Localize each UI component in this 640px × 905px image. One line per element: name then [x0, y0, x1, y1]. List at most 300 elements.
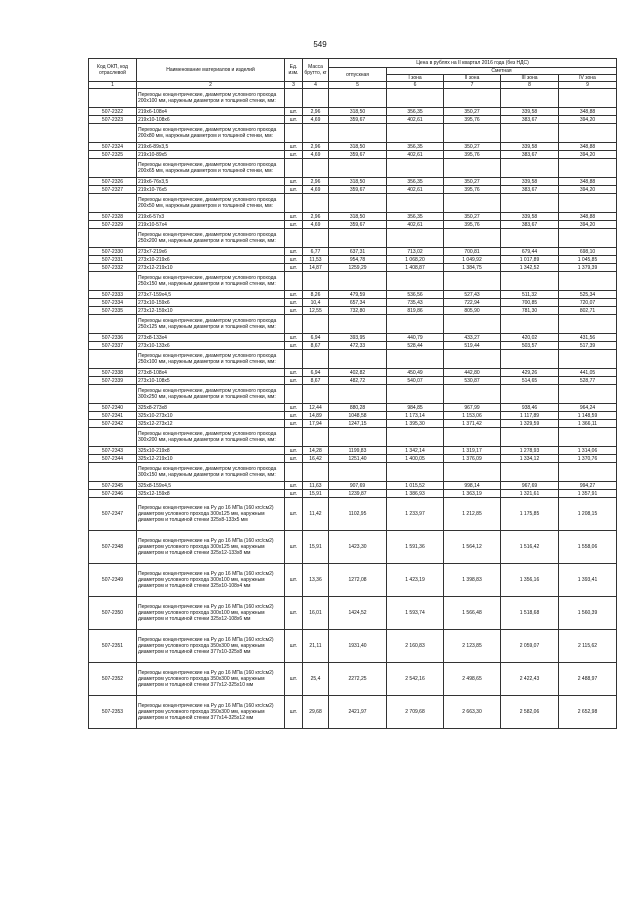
- zone1-price: 1 593,74: [387, 597, 444, 630]
- group-description: Переходы концентрические, диаметром условного прохода 300x200 мм, наружным диаметром и толщиной стенки, мм:: [137, 428, 285, 447]
- unit-cell: шт.: [285, 221, 303, 229]
- zone3-price: 2 422,43: [501, 663, 559, 696]
- header-zone3: III зона: [501, 75, 559, 82]
- empty-cell: [329, 194, 387, 213]
- code-cell: 507-2345: [89, 482, 137, 490]
- mass-cell: 25,4: [303, 663, 329, 696]
- code-cell: 507-2352: [89, 663, 137, 696]
- table-row: [89, 334, 617, 342]
- zone1-price: 713,02: [387, 248, 444, 256]
- zone4-price: 348,88: [559, 108, 617, 116]
- zone1-price: 356,35: [387, 143, 444, 151]
- release-price: 1931,40: [329, 630, 387, 663]
- empty-cell: [501, 159, 559, 178]
- zone1-price: 1 015,52: [387, 482, 444, 490]
- zone2-price: 433,27: [444, 334, 501, 342]
- empty-cell: [444, 124, 501, 143]
- empty-cell: [303, 229, 329, 248]
- column-number: 2: [137, 82, 285, 89]
- unit-cell: шт.: [285, 630, 303, 663]
- empty-cell: [559, 272, 617, 291]
- table-row: [89, 490, 617, 498]
- code-cell: [89, 194, 137, 213]
- table-header: [89, 59, 617, 89]
- column-number: 8: [501, 82, 559, 89]
- column-number: 5: [329, 82, 387, 89]
- zone4-price: 394,20: [559, 151, 617, 159]
- release-price: 318,50: [329, 178, 387, 186]
- unit-cell: шт.: [285, 256, 303, 264]
- empty-cell: [285, 272, 303, 291]
- code-cell: 507-2325: [89, 151, 137, 159]
- empty-cell: [559, 385, 617, 404]
- item-name: 273x8-133x4: [137, 334, 285, 342]
- release-price: 907,69: [329, 482, 387, 490]
- mass-cell: 29,68: [303, 696, 329, 729]
- item-name: 219x6-89x3,5: [137, 143, 285, 151]
- unit-cell: шт.: [285, 412, 303, 420]
- header-zone4: IV зона: [559, 75, 617, 82]
- zone1-price: 1 591,36: [387, 531, 444, 564]
- empty-cell: [559, 315, 617, 334]
- zone1-price: 402,61: [387, 186, 444, 194]
- code-cell: 507-2351: [89, 630, 137, 663]
- release-price: 318,50: [329, 108, 387, 116]
- empty-cell: [501, 194, 559, 213]
- empty-cell: [303, 124, 329, 143]
- zone1-price: 2 542,16: [387, 663, 444, 696]
- item-name: 219x10-57x4: [137, 221, 285, 229]
- empty-cell: [444, 428, 501, 447]
- zone2-price: 805,90: [444, 307, 501, 315]
- item-name: 273x7-219x6: [137, 248, 285, 256]
- item-name: Переходы концентрические на Ру до 16 МПа (160 кгс/см2) диаметром условного прохода 300x100 мм, наружным диаметром и толщиной стенки 325x10-108x4 мм: [137, 564, 285, 597]
- table-row: [89, 597, 617, 630]
- table-row: [89, 412, 617, 420]
- empty-cell: [303, 159, 329, 178]
- group-header-row: [89, 463, 617, 482]
- group-description: Переходы концентрические, диаметром условного прохода 200x50 мм, наружным диаметром и толщиной стенки, мм:: [137, 194, 285, 213]
- zone2-price: 1 384,75: [444, 264, 501, 272]
- table-row: [89, 248, 617, 256]
- mass-cell: 4,69: [303, 116, 329, 124]
- release-price: 1048,58: [329, 412, 387, 420]
- zone4-price: 698,10: [559, 248, 617, 256]
- zone4-price: 2 115,62: [559, 630, 617, 663]
- zone2-price: 442,80: [444, 369, 501, 377]
- zone1-price: 984,85: [387, 404, 444, 412]
- zone2-price: 2 663,30: [444, 696, 501, 729]
- code-cell: 507-2338: [89, 369, 137, 377]
- empty-cell: [387, 194, 444, 213]
- item-name: 219x6-108x4: [137, 108, 285, 116]
- group-header-row: [89, 272, 617, 291]
- item-name: 325x10-273x10: [137, 412, 285, 420]
- item-name: 219x10-108x6: [137, 116, 285, 124]
- header-price-group: Цена в рублях на II квартал 2016 года (без НДС): [329, 59, 617, 68]
- zone1-price: 1 408,87: [387, 264, 444, 272]
- unit-cell: шт.: [285, 490, 303, 498]
- table-row: [89, 564, 617, 597]
- empty-cell: [329, 463, 387, 482]
- empty-cell: [387, 272, 444, 291]
- zone4-price: 1 314,06: [559, 447, 617, 455]
- zone4-price: 1 366,11: [559, 420, 617, 428]
- column-number: 6: [387, 82, 444, 89]
- mass-cell: 2,96: [303, 143, 329, 151]
- code-cell: 507-2327: [89, 186, 137, 194]
- header-zone2: II зона: [444, 75, 501, 82]
- unit-cell: шт.: [285, 248, 303, 256]
- group-header-row: [89, 194, 617, 213]
- zone4-price: 1 357,91: [559, 490, 617, 498]
- zone2-price: 1 212,85: [444, 498, 501, 531]
- empty-cell: [387, 428, 444, 447]
- mass-cell: 2,96: [303, 108, 329, 116]
- code-cell: 507-2350: [89, 597, 137, 630]
- table-row: [89, 482, 617, 490]
- zone4-price: 1 045,85: [559, 256, 617, 264]
- table-row: [89, 455, 617, 463]
- release-price: 732,80: [329, 307, 387, 315]
- item-name: 219x10-76x5: [137, 186, 285, 194]
- unit-cell: шт.: [285, 482, 303, 490]
- release-price: 880,28: [329, 404, 387, 412]
- zone2-price: 1 363,19: [444, 490, 501, 498]
- item-name: 273x10-108x5: [137, 377, 285, 385]
- zone4-price: 348,88: [559, 213, 617, 221]
- mass-cell: 14,89: [303, 412, 329, 420]
- code-cell: 507-2341: [89, 412, 137, 420]
- zone3-price: 339,58: [501, 143, 559, 151]
- zone1-price: 402,61: [387, 116, 444, 124]
- code-cell: 507-2326: [89, 178, 137, 186]
- unit-cell: шт.: [285, 178, 303, 186]
- empty-cell: [559, 124, 617, 143]
- unit-cell: шт.: [285, 663, 303, 696]
- table-row: [89, 531, 617, 564]
- empty-cell: [303, 463, 329, 482]
- table-row: [89, 369, 617, 377]
- zone4-price: 517,39: [559, 342, 617, 350]
- unit-cell: шт.: [285, 213, 303, 221]
- zone3-price: 514,65: [501, 377, 559, 385]
- item-name: Переходы концентрические на Ру до 16 МПа (160 кгс/см2) диаметром условного прохода 350x300 мм, наружным диаметром и толщиной стенки 377x14-325x12 мм: [137, 696, 285, 729]
- zone1-price: 1 068,20: [387, 256, 444, 264]
- zone4-price: 994,27: [559, 482, 617, 490]
- zone3-price: 1 175,85: [501, 498, 559, 531]
- zone3-price: 511,32: [501, 291, 559, 299]
- empty-cell: [559, 350, 617, 369]
- zone1-price: 450,49: [387, 369, 444, 377]
- zone1-price: 1 342,14: [387, 447, 444, 455]
- item-name: Переходы концентрические на Ру до 16 МПа (160 кгс/см2) диаметром условного прохода 300x125 мм, наружным диаметром и толщиной стенки 325x8-133x5 мм: [137, 498, 285, 531]
- table-row: [89, 630, 617, 663]
- unit-cell: шт.: [285, 151, 303, 159]
- empty-cell: [444, 315, 501, 334]
- zone3-price: 1 356,16: [501, 564, 559, 597]
- empty-cell: [444, 272, 501, 291]
- zone2-price: 519,44: [444, 342, 501, 350]
- group-description: Переходы концентрические, диаметром условного прохода 300x250 мм, наружным диаметром и толщиной стенки, мм:: [137, 385, 285, 404]
- group-description: Переходы концентрические, диаметром условного прохода 200x65 мм, наружным диаметром и толщиной стенки, мм:: [137, 159, 285, 178]
- item-name: Переходы концентрические на Ру до 16 МПа (160 кгс/см2) диаметром условного прохода 300x125 мм, наружным диаметром и толщиной стенки 325x12-133x8 мм: [137, 531, 285, 564]
- zone4-price: 1 148,59: [559, 412, 617, 420]
- group-description: Переходы концентрические, диаметром условного прохода 250x200 мм, наружным диаметром и толщиной стенки, мм:: [137, 229, 285, 248]
- header-code: Код ОКП, код отраслевой: [89, 59, 137, 82]
- zone4-price: 1 379,39: [559, 264, 617, 272]
- zone1-price: 356,35: [387, 108, 444, 116]
- table-row: [89, 307, 617, 315]
- empty-cell: [559, 89, 617, 108]
- zone3-price: 1 321,61: [501, 490, 559, 498]
- mass-cell: 6,94: [303, 369, 329, 377]
- empty-cell: [329, 229, 387, 248]
- code-cell: 507-2328: [89, 213, 137, 221]
- group-description: Переходы концентрические, диаметром условного прохода 250x125 мм, наружным диаметром и толщиной стенки, мм:: [137, 315, 285, 334]
- code-cell: [89, 315, 137, 334]
- empty-cell: [285, 428, 303, 447]
- mass-cell: 21,11: [303, 630, 329, 663]
- empty-cell: [285, 229, 303, 248]
- zone1-price: 819,86: [387, 307, 444, 315]
- item-name: 325x12-273x12: [137, 420, 285, 428]
- code-cell: 507-2337: [89, 342, 137, 350]
- code-cell: [89, 463, 137, 482]
- zone3-price: 700,85: [501, 299, 559, 307]
- group-header-row: [89, 428, 617, 447]
- release-price: 637,31: [329, 248, 387, 256]
- unit-cell: шт.: [285, 186, 303, 194]
- zone2-price: 350,27: [444, 108, 501, 116]
- item-name: 219x6-57x3: [137, 213, 285, 221]
- code-cell: 507-2331: [89, 256, 137, 264]
- table-row: [89, 299, 617, 307]
- mass-cell: 14,87: [303, 264, 329, 272]
- empty-cell: [303, 89, 329, 108]
- zone2-price: 700,81: [444, 248, 501, 256]
- item-name: 273x7-159x4,5: [137, 291, 285, 299]
- empty-cell: [303, 350, 329, 369]
- unit-cell: шт.: [285, 377, 303, 385]
- empty-cell: [329, 272, 387, 291]
- zone3-price: 938,46: [501, 404, 559, 412]
- zone4-price: 1 558,06: [559, 531, 617, 564]
- zone3-price: 429,26: [501, 369, 559, 377]
- zone2-price: 350,27: [444, 213, 501, 221]
- zone3-price: 503,57: [501, 342, 559, 350]
- zone1-price: 2 709,68: [387, 696, 444, 729]
- zone1-price: 402,61: [387, 151, 444, 159]
- code-cell: 507-2329: [89, 221, 137, 229]
- zone4-price: 1 208,15: [559, 498, 617, 531]
- code-cell: [89, 89, 137, 108]
- header-name: Наименование материалов и изделий: [137, 59, 285, 82]
- zone4-price: 1 560,39: [559, 597, 617, 630]
- zone1-price: 1 386,93: [387, 490, 444, 498]
- zone2-price: 1 564,12: [444, 531, 501, 564]
- zone1-price: 1 395,30: [387, 420, 444, 428]
- unit-cell: шт.: [285, 498, 303, 531]
- zone2-price: 1 398,83: [444, 564, 501, 597]
- zone2-price: 1 049,92: [444, 256, 501, 264]
- zone3-price: 2 059,07: [501, 630, 559, 663]
- zone2-price: 350,27: [444, 143, 501, 151]
- mass-cell: 6,77: [303, 248, 329, 256]
- zone1-price: 1 233,97: [387, 498, 444, 531]
- empty-cell: [444, 159, 501, 178]
- group-header-row: [89, 350, 617, 369]
- table-row: [89, 404, 617, 412]
- zone4-price: 348,88: [559, 178, 617, 186]
- empty-cell: [303, 428, 329, 447]
- release-price: 1251,40: [329, 455, 387, 463]
- zone1-price: 1 400,05: [387, 455, 444, 463]
- code-cell: [89, 272, 137, 291]
- release-price: 359,67: [329, 221, 387, 229]
- release-price: 2421,97: [329, 696, 387, 729]
- code-cell: [89, 428, 137, 447]
- mass-cell: 17,94: [303, 420, 329, 428]
- unit-cell: шт.: [285, 264, 303, 272]
- table-row: [89, 663, 617, 696]
- zone4-price: 394,20: [559, 186, 617, 194]
- empty-cell: [285, 89, 303, 108]
- group-description: Переходы концентрические, диаметром условного прохода 300x150 мм, наружным диаметром и толщиной стенки, мм:: [137, 463, 285, 482]
- item-name: 273x10-133x6: [137, 342, 285, 350]
- mass-cell: 11,53: [303, 256, 329, 264]
- table-row: [89, 696, 617, 729]
- mass-cell: 2,96: [303, 178, 329, 186]
- mass-cell: 4,69: [303, 221, 329, 229]
- table-row: [89, 342, 617, 350]
- zone1-price: 1 173,14: [387, 412, 444, 420]
- table-body: [89, 89, 617, 729]
- release-price: 1247,15: [329, 420, 387, 428]
- zone2-price: 2 123,85: [444, 630, 501, 663]
- mass-cell: 2,96: [303, 213, 329, 221]
- zone1-price: 536,56: [387, 291, 444, 299]
- zone4-price: 348,88: [559, 143, 617, 151]
- empty-cell: [444, 194, 501, 213]
- code-cell: 507-2339: [89, 377, 137, 385]
- empty-cell: [285, 350, 303, 369]
- empty-cell: [501, 463, 559, 482]
- table-row: [89, 151, 617, 159]
- empty-cell: [387, 229, 444, 248]
- unit-cell: шт.: [285, 404, 303, 412]
- release-price: 482,72: [329, 377, 387, 385]
- group-header-row: [89, 124, 617, 143]
- item-name: 219x6-76x3,5: [137, 178, 285, 186]
- header-zone1: I зона: [387, 75, 444, 82]
- zone3-price: 339,58: [501, 213, 559, 221]
- empty-cell: [285, 159, 303, 178]
- release-price: 393,95: [329, 334, 387, 342]
- zone3-price: 383,67: [501, 186, 559, 194]
- item-name: Переходы концентрические на Ру до 16 МПа (160 кгс/см2) диаметром условного прохода 350x300 мм, наружным диаметром и толщиной стенки 377x10-325x8 мм: [137, 630, 285, 663]
- empty-cell: [501, 229, 559, 248]
- group-description: Переходы концентрические, диаметром условного прохода 250x100 мм, наружным диаметром и толщиной стенки, мм:: [137, 350, 285, 369]
- zone1-price: 356,35: [387, 213, 444, 221]
- empty-cell: [285, 315, 303, 334]
- unit-cell: шт.: [285, 334, 303, 342]
- release-price: 472,33: [329, 342, 387, 350]
- table-row: [89, 213, 617, 221]
- group-description: Переходы концентрические, диаметром условного прохода 200x100 мм, наружным диаметром и толщиной стенки, мм:: [137, 89, 285, 108]
- empty-cell: [387, 385, 444, 404]
- empty-cell: [285, 463, 303, 482]
- code-cell: 507-2342: [89, 420, 137, 428]
- zone1-price: 2 160,83: [387, 630, 444, 663]
- item-name: 325x8-273x8: [137, 404, 285, 412]
- release-price: 954,78: [329, 256, 387, 264]
- empty-cell: [329, 385, 387, 404]
- zone2-price: 998,14: [444, 482, 501, 490]
- zone3-price: 1 278,93: [501, 447, 559, 455]
- zone3-price: 420,02: [501, 334, 559, 342]
- code-cell: 507-2335: [89, 307, 137, 315]
- empty-cell: [501, 89, 559, 108]
- code-cell: 507-2346: [89, 490, 137, 498]
- zone3-price: 1 017,89: [501, 256, 559, 264]
- zone4-price: 2 652,98: [559, 696, 617, 729]
- mass-cell: 12,55: [303, 307, 329, 315]
- zone1-price: 735,43: [387, 299, 444, 307]
- empty-cell: [303, 194, 329, 213]
- unit-cell: шт.: [285, 116, 303, 124]
- empty-cell: [329, 350, 387, 369]
- item-name: 325x12-219x10: [137, 455, 285, 463]
- table-row: [89, 108, 617, 116]
- empty-cell: [444, 463, 501, 482]
- zone4-price: 2 488,97: [559, 663, 617, 696]
- empty-cell: [387, 350, 444, 369]
- unit-cell: шт.: [285, 143, 303, 151]
- empty-cell: [329, 159, 387, 178]
- release-price: 359,67: [329, 116, 387, 124]
- unit-cell: шт.: [285, 307, 303, 315]
- code-cell: [89, 350, 137, 369]
- table-row: [89, 116, 617, 124]
- zone4-price: 1 393,41: [559, 564, 617, 597]
- unit-cell: шт.: [285, 420, 303, 428]
- empty-cell: [444, 229, 501, 248]
- zone3-price: 1 342,52: [501, 264, 559, 272]
- header-unit: Ед. изм.: [285, 59, 303, 82]
- empty-cell: [285, 385, 303, 404]
- group-description: Переходы концентрические, диаметром условного прохода 200x80 мм, наружным диаметром и толщиной стенки, мм:: [137, 124, 285, 143]
- code-cell: 507-2334: [89, 299, 137, 307]
- mass-cell: 8,67: [303, 377, 329, 385]
- release-price: 1424,52: [329, 597, 387, 630]
- mass-cell: 15,91: [303, 490, 329, 498]
- zone1-price: 528,44: [387, 342, 444, 350]
- mass-cell: 10,4: [303, 299, 329, 307]
- column-number: 4: [303, 82, 329, 89]
- zone2-price: 350,27: [444, 178, 501, 186]
- zone2-price: 1 319,17: [444, 447, 501, 455]
- table-row: [89, 377, 617, 385]
- code-cell: 507-2330: [89, 248, 137, 256]
- zone2-price: 527,43: [444, 291, 501, 299]
- release-price: 1102,95: [329, 498, 387, 531]
- zone3-price: 1 518,68: [501, 597, 559, 630]
- zone1-price: 440,79: [387, 334, 444, 342]
- column-number: 7: [444, 82, 501, 89]
- release-price: 657,34: [329, 299, 387, 307]
- header-estimate: Сметная: [387, 68, 617, 75]
